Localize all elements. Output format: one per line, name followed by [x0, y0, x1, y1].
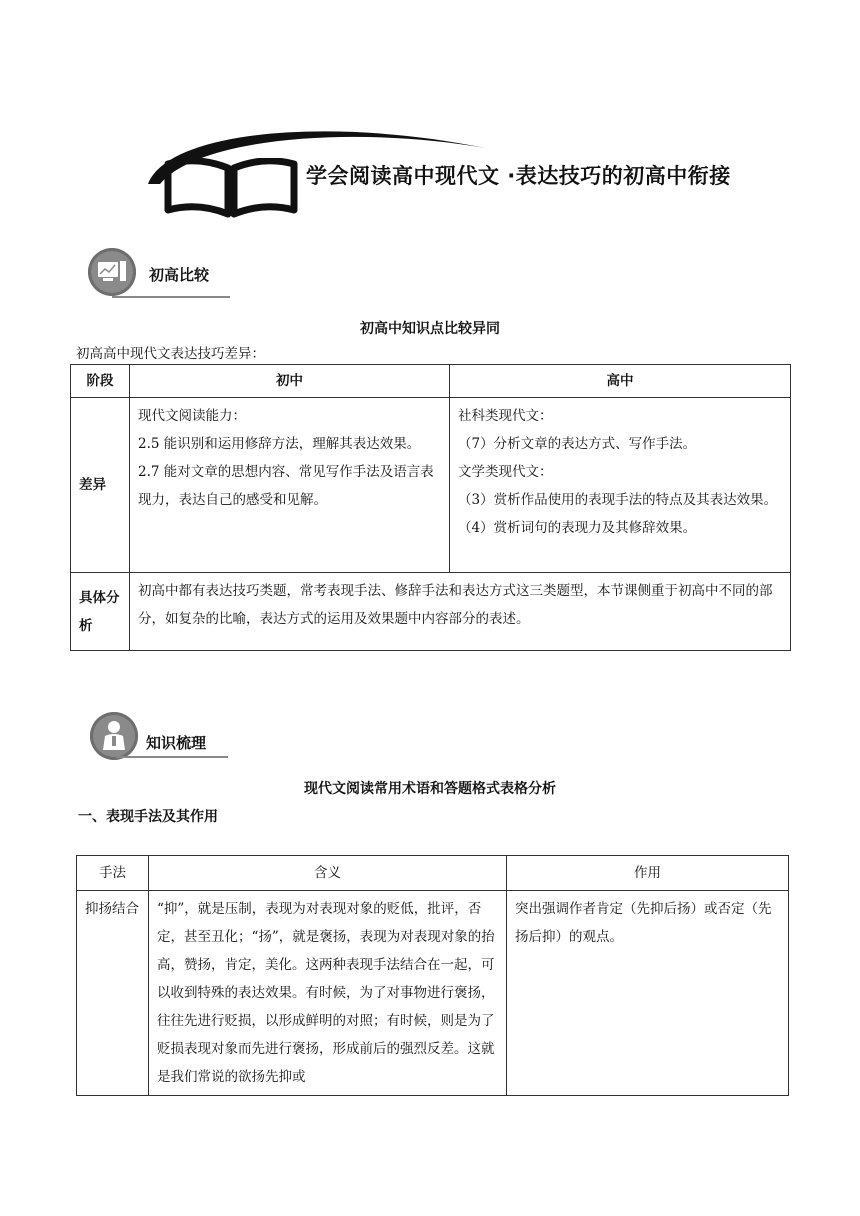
header-meaning: 含义 — [149, 856, 507, 891]
section-underline — [112, 296, 230, 298]
comparison-heading: 初高中知识点比较异同 — [360, 321, 500, 337]
senior-line: （4）赏析词句的表现力及其修辞效果。 — [458, 520, 697, 536]
table-header-row — [71, 365, 791, 398]
header-technique: 手法 — [77, 856, 149, 891]
senior-line: 文学类现代文： — [458, 464, 553, 480]
header-stage: 阶段 — [71, 365, 130, 398]
senior-cell — [450, 398, 791, 573]
table-row — [71, 398, 791, 573]
junior-line: 现代文阅读能力： — [138, 408, 246, 424]
open-book-icon — [162, 158, 300, 220]
comparison-table — [70, 364, 791, 651]
analysis-cell: 初高中都有表达技巧类题，常考表现手法、修辞手法和表达方式这三类题型，本节课侧重于初高中不同的部分，如复杂的比喻，表达方式的运用及效果题中内容部分的表述。 — [130, 573, 791, 651]
row-label-analysis: 具体分析 — [71, 573, 130, 651]
table-row — [77, 891, 789, 1096]
document-title: 学会阅读高中现代文 ·表达技巧的初高中衔接 — [306, 164, 731, 188]
row-label-difference: 差异 — [71, 398, 130, 573]
senior-line: （7）分析文章的表达方式、写作手法。 — [458, 436, 697, 452]
senior-line: 社科类现代文： — [458, 408, 553, 424]
subsection-title: 一、表现手法及其作用 — [78, 809, 218, 825]
senior-line: （3）赏析作品使用的表现手法的特点及其表达效果。 — [458, 492, 778, 508]
section-label-knowledge: 知识梳理 — [146, 734, 207, 752]
header-senior: 高中 — [450, 365, 791, 398]
computer-section-icon — [88, 248, 136, 296]
header-junior: 初中 — [130, 365, 450, 398]
junior-cell — [130, 398, 450, 573]
teacher-section-icon — [90, 712, 138, 760]
header-effect: 作用 — [507, 856, 789, 891]
technique-table — [76, 855, 789, 1096]
table-header-row — [77, 856, 789, 891]
effect-cell: 突出强调作者肯定（先抑后扬）或否定（先扬后抑）的观点。 — [507, 891, 789, 1096]
terminology-heading: 现代文阅读常用术语和答题格式表格分析 — [304, 781, 556, 797]
section-label-comparison: 初高比较 — [149, 266, 210, 284]
comparison-intro: 初高高中现代文表达技巧差异： — [76, 346, 265, 362]
meaning-cell: “抑”，就是压制，表现为对表现对象的贬低，批评，否定，甚至丑化；“扬”，就是褒扬，表现为对表现对象的抬高，赞扬，肯定，美化。这两种表现手法结合在一起，可以收到特殊的表达效果。有时候，为了对事物进行褒扬，往往先进行贬损，以形成鲜明的对照；有时候，则是为了贬损表现对象而先进行褒扬，形成前后的强烈反差。这就是我们常说的欲扬先抑或 — [149, 891, 507, 1096]
table-row — [71, 573, 791, 651]
technique-cell: 抑扬结合 — [77, 891, 149, 1096]
section-underline — [116, 756, 228, 758]
junior-line: 2.7 能对文章的思想内容、常见写作手法及语言表现力，表达自己的感受和见解。 — [138, 464, 434, 508]
junior-line: 2.5 能识别和运用修辞方法，理解其表达效果。 — [138, 436, 421, 452]
